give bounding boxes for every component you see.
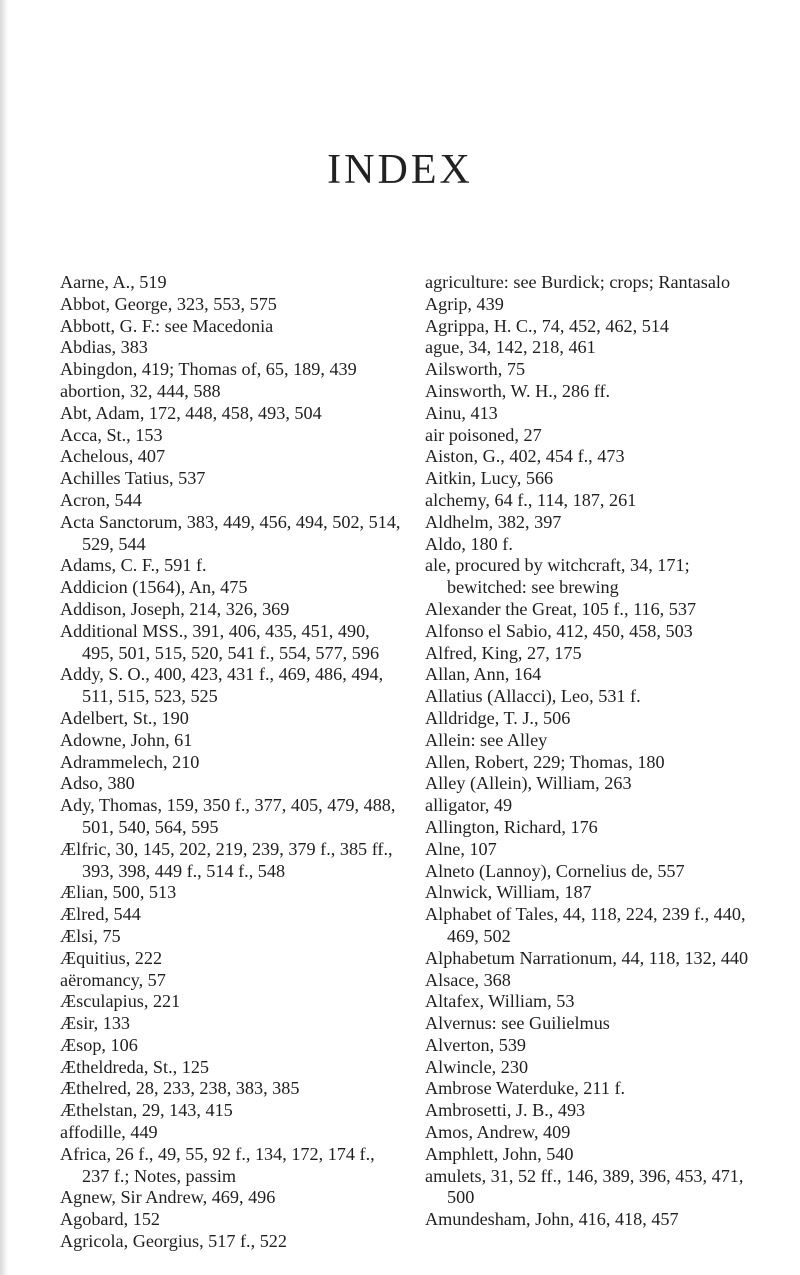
index-entry: Achelous, 407 — [60, 446, 166, 467]
index-entry: abortion, 32, 444, 588 — [60, 380, 221, 401]
index-entry: Alldridge, T. J., 506 — [425, 707, 571, 728]
index-entry: Aitkin, Lucy, 566 — [425, 468, 554, 489]
index-entry: Adso, 380 — [60, 773, 135, 794]
index-entry: Abbot, George, 323, 553, 575 — [60, 293, 277, 314]
index-entry: Alley (Allein), William, 263 — [425, 773, 632, 794]
index-entry: Ælian, 500, 513 — [60, 882, 177, 903]
index-entry: Alsace, 368 — [425, 969, 511, 990]
index-column-left — [60, 272, 403, 1253]
index-entry: Alfred, King, 27, 175 — [425, 642, 582, 663]
index-entry: Alverton, 539 — [425, 1034, 527, 1055]
index-entry: Acca, St., 153 — [60, 424, 163, 445]
index-entry: Amundesham, John, 416, 418, 457 — [425, 1209, 679, 1230]
index-entry: Allington, Richard, 176 — [425, 816, 598, 837]
index-entry: Ætheldreda, St., 125 — [60, 1056, 210, 1077]
index-entry: Adams, C. F., 591 f. — [60, 555, 207, 576]
index-entry: Abbott, G. F.: see Macedonia — [60, 315, 274, 336]
page-title: INDEX — [327, 147, 473, 193]
index-entry: Alexander the Great, 105 f., 116, 537 — [425, 598, 697, 619]
index-entry: Alfonso el Sabio, 412, 450, 458, 503 — [425, 620, 693, 641]
index-entry: Agricola, Georgius, 517 f., 522 — [60, 1231, 287, 1252]
index-entry: Adowne, John, 61 — [60, 729, 193, 750]
index-entry: Æthelstan, 29, 143, 415 — [60, 1100, 233, 1121]
index-entry: Ainu, 413 — [425, 402, 498, 423]
index-entry: ale, procured by witchcraft, 34, 171; bewitched: see brewing — [425, 555, 690, 598]
index-entry: Ambrose Waterduke, 211 f. — [425, 1078, 626, 1099]
index-entry: Æthelred, 28, 233, 238, 383, 385 — [60, 1078, 300, 1099]
index-entry: Agobard, 152 — [60, 1209, 161, 1230]
index-entry: Addicion (1564), An, 475 — [60, 577, 248, 598]
index-entry: Agnew, Sir Andrew, 469, 496 — [60, 1187, 276, 1208]
index-entry: Ady, Thomas, 159, 350 f., 377, 405, 479, 488, 501, 540, 564, 595 — [60, 795, 396, 837]
index-entry: Alneto (Lannoy), Cornelius de, 557 — [425, 860, 685, 881]
index-entry: Alne, 107 — [425, 838, 497, 859]
index-entry: Ælfric, 30, 145, 202, 219, 239, 379 f., 385 ff., 393, 398, 449 f., 514 f., 548 — [60, 838, 393, 881]
index-entry: Ailsworth, 75 — [425, 359, 526, 380]
index-entry: Allatius (Allacci), Leo, 531 f. — [425, 686, 641, 707]
index-entry: Achilles Tatius, 537 — [60, 468, 206, 489]
index-entry: Abingdon, 419; Thomas of, 65, 189, 439 — [60, 359, 357, 380]
index-entry: affodille, 449 — [60, 1122, 158, 1143]
index-entry: Abt, Adam, 172, 448, 458, 493, 504 — [60, 402, 322, 423]
index-entry: Alwincle, 230 — [425, 1056, 529, 1077]
index-entry: Ælsi, 75 — [60, 925, 121, 946]
index-entry: aëromancy, 57 — [60, 969, 166, 990]
index-entry: Altafex, William, 53 — [425, 991, 575, 1012]
index-entry: air poisoned, 27 — [425, 424, 542, 445]
index-entry: Ainsworth, W. H., 286 ff. — [425, 380, 611, 401]
index-entry: Ambrosetti, J. B., 493 — [425, 1100, 586, 1121]
index-entry: Amos, Andrew, 409 — [425, 1122, 571, 1143]
index-entry: Æsir, 133 — [60, 1013, 131, 1034]
index-entry: Alphabetum Narrationum, 44, 118, 132, 440 — [425, 947, 749, 968]
index-entry: Agrip, 439 — [425, 293, 504, 314]
index-entry: Aldhelm, 382, 397 — [425, 511, 562, 532]
index-entry: Ælred, 544 — [60, 904, 141, 925]
index-entry: Addison, Joseph, 214, 326, 369 — [60, 598, 290, 619]
index-entry: Æsop, 106 — [60, 1034, 138, 1055]
index-entry: Additional MSS., 391, 406, 435, 451, 490, 495, 501, 515, 520, 541 f., 554, 577, 596 — [60, 620, 380, 663]
index-entry: Æsculapius, 221 — [60, 991, 181, 1012]
index-entry: alligator, 49 — [425, 795, 513, 816]
index-entry: Allan, Ann, 164 — [425, 664, 542, 685]
index-entry: Allen, Robert, 229; Thomas, 180 — [425, 751, 665, 772]
index-entry: Aldo, 180 f. — [425, 533, 513, 554]
index-entry: agriculture: see Burdick; crops; Rantasalo — [425, 272, 731, 292]
index-entry: Agrippa, H. C., 74, 452, 462, 514 — [425, 315, 670, 336]
index-entry: Acron, 544 — [60, 489, 142, 510]
index-entry: Africa, 26 f., 49, 55, 92 f., 134, 172, 174 f., 237 f.; Notes, passim — [60, 1143, 375, 1186]
index-entry: Addy, S. O., 400, 423, 431 f., 469, 486, 494, 511, 515, 523, 525 — [60, 664, 384, 707]
index-entry: Alnwick, William, 187 — [425, 882, 592, 903]
index-entry: Abdias, 383 — [60, 337, 148, 358]
index-entry: ague, 34, 142, 218, 461 — [425, 337, 596, 358]
index-entry: Adelbert, St., 190 — [60, 707, 189, 728]
index-entry: Alvernus: see Guilielmus — [425, 1013, 610, 1034]
index-entry: Acta Sanctorum, 383, 449, 456, 494, 502, 514, 529, 544 — [60, 511, 401, 554]
index-entry: Alphabet of Tales, 44, 118, 224, 239 f., 440, 469, 502 — [425, 904, 746, 946]
index-entry: Allein: see Alley — [425, 729, 548, 750]
index-entry: alchemy, 64 f., 114, 187, 261 — [425, 489, 637, 510]
index-entry: Aarne, A., 519 — [60, 272, 167, 292]
index-entry: Adrammelech, 210 — [60, 751, 200, 772]
index-entry: amulets, 31, 52 ff., 146, 389, 396, 453, 471, 500 — [425, 1165, 744, 1208]
index-column-right — [425, 272, 765, 1231]
index-entry: Æquitius, 222 — [60, 947, 163, 968]
index-entry: Aiston, G., 402, 454 f., 473 — [425, 446, 625, 467]
index-entry: Amphlett, John, 540 — [425, 1143, 574, 1164]
